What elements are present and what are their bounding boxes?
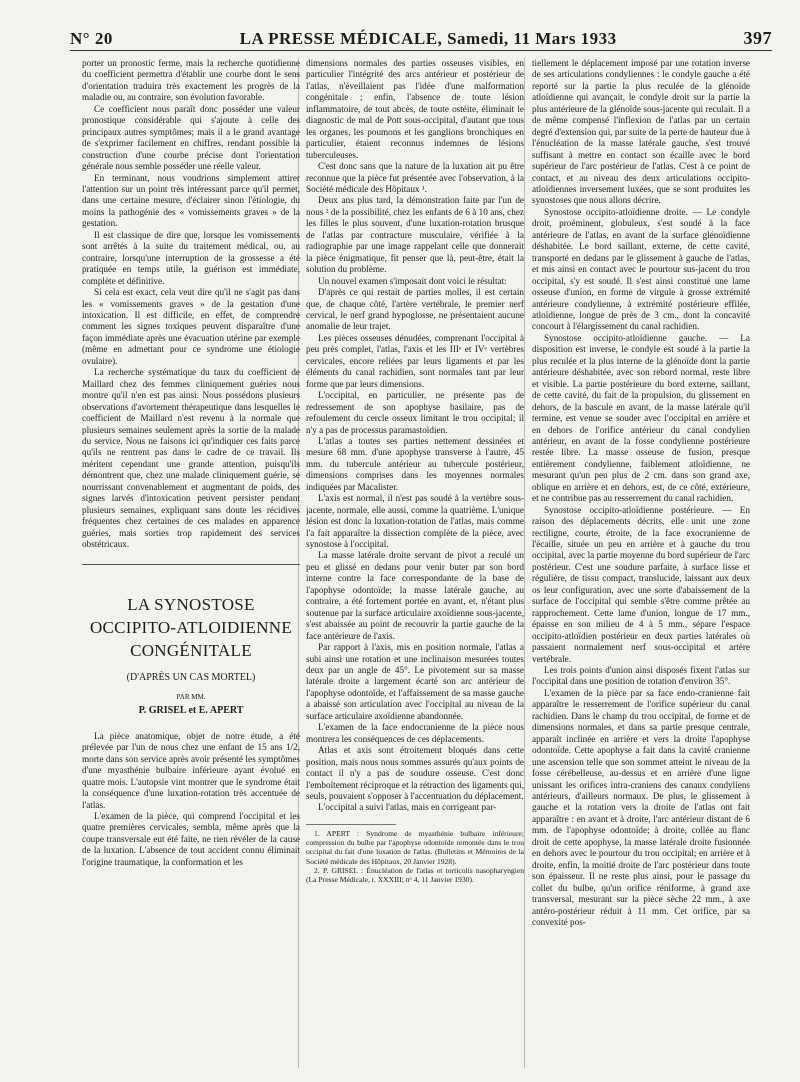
article-authors: P. GRISEL et E. APERT: [138, 705, 244, 717]
column-3: [532, 58, 750, 1068]
paragraph: Un nouvel examen s'imposait dont voici le résultat:: [318, 275, 507, 286]
paragraph: L'examen de la pièce, qui comprend l'occipital et les quatre premières cervicales, sembla, même après que la coupe transversale eut été faite, ne rien révéler de la cause de la luxation. L'absence de tout accident connu éliminait l'origine traumatique, la conformation et les: [82, 811, 300, 867]
paragraph: L'occipital a suivi l'atlas, mais en corrigeant par-: [318, 802, 497, 813]
paragraph: Les pièces osseuses dénudées, comprenant l'occipital à peu près complet, l'atlas, l'axis et les IIIᵉ et IVᵉ vertèbres cervicales, encore reliées par leurs ligaments et par les éléments du canal rachidien, sont normales tant par leur forme que par leurs dimensions.: [306, 332, 524, 389]
section-divider: [82, 564, 300, 565]
column-2: [306, 58, 524, 1068]
paragraph: En terminant, nous voudrions simplement attirer l'attention sur un point très intéressant parce qu'il permet, dans une certaine mesure, d'éclairer sinon l'étiologie, du moins la pathogénie des « vomissements graves » de la gestation.: [82, 172, 300, 229]
paragraph: D'après ce qui restait de parties molles, il est certain que, de chaque côté, l'artère vertébrale, le premier nerf cervical, le nerf grand hypoglosse, ne présentaient aucune anomalie de leur trajet.: [306, 287, 524, 332]
paragraph: Par rapport à l'axis, mis en position normale, l'atlas a subi ainsi une rotation et une inclinaison mesurées toutes deux par un angle de 45°. Le pivotement sur sa masse latérale droite a largement écarté son arc antérieur de l'apophyse odontoïde, et l'affaissement de sa masse gauche a abaissé son articulation avec l'occipital au niveau de la surface articulaire axoïdienne abandonnée.: [306, 642, 524, 721]
paragraph: Les trois points d'union ainsi disposés fixent l'atlas sur l'occipital dans une position de rotation d'environ 35°.: [532, 665, 750, 687]
paragraph: tiellement le déplacement imposé par une rotation inverse de ses articulations condyliennes : le condyle gauche a été reporté sur la partie la plus reculée de la glénoïde atloïdienne qui avançait, le condyle droit sur la partie la plus antérieure de la glénoïde sous-jacente qui reculait. Il a de même compensé l'inflexion de l'atlas par un certain degré d'extension qui, par suite de la perte de hauteur due à l'énucléation de la masse latérale gauche, s'est trouvé suffisant à mettre en contact son écaille avec le bord supérieur de l'arc postérieur de l'atlas. C'est à ce point de contact, et au niveau des deux articulations occipito-atloïdiennes inversement luxées, que se sont produites les synostoses que nous allons décrire.: [532, 58, 750, 206]
footnote-rule: [306, 824, 396, 825]
paragraph: Si cela est exact, cela veut dire qu'il ne s'agit pas dans les « vomissements graves » de la gestation d'une intoxication. Il est difficile, en effet, de comprendre comment les signes toxiques peuvent disparaître d'une façon immédiate après une évacuation utérine par exemple (même en admettant pour ce syndrome une étiologie ovulaire).: [82, 287, 300, 366]
column-1: [82, 58, 300, 1068]
paragraph: L'atlas a toutes ses parties nettement dessinées et mesure 68 mm. d'une apophyse transverse à l'autre, 45 mm. du tubercule antérieur au tubercule postérieur, dimensions comprises dans les moyennes normales indiquées par Macalister.: [306, 435, 524, 492]
byline-prefix: PAR MM.: [176, 692, 206, 701]
paragraph: C'est donc sans que la nature de la luxation ait pu être reconnue que la pièce fut présentée avec l'observation, à la Société médicale des Hôpitaux ¹.: [306, 161, 524, 194]
paragraph: La pièce anatomique, objet de notre étude, a été prélevée par l'un de nous chez une enfant de 15 ans 1/2, morte dans son service après avoir présenté les symptômes d'une myasthénie bulbaire inférieure ayant évolué en quatre mois. L'autopsie vint montrer que le syndrome était la conséquence d'une luxation-rotation très accentuée de l'atlas.: [82, 730, 300, 810]
paragraph: Synostose occipito-atloïdienne postérieure. — En raison des déplacements décrits, elle unit une zone rectiligne, courte, étroite, de la face exocranienne de l'écaille, située un peu en arrière et à gauche du trou occipital, avec la partie moyenne du bord supérieur de l'arc postérieur. C'est une soudure parfaite, à surface lisse et régulière, de tissu compact, translucide, laissant aux deux os leur configuration, avec une sorte d'abaissement de la surface de l'occipital qui semble s'être comme prêtée au rapprochement. Cette lame d'union, longue de 17 mm., épaisse en son milieu de 4 à 5 mm., sépare l'espace occipito-atloïdien postérieur en deux parties latérales où passaient normalement nerf sous-occipital et artère vertébrale.: [532, 504, 750, 664]
paragraph: L'examen de la pièce par sa face endo-cranienne fait apparaître le resserrement de l'orifice supérieur du canal rachidien. Dans le champ du trou occipital, de forme et de dimensions normales, et dans sa partie presque centrale, apparaît inclinée en arrière et vers la droite l'apophyse odontoïde. Cette apophyse a fait dans la cavité cranienne une ascension telle que son sommet atteint le niveau de la fosse cérébelleuse, au-dessus et en arrière d'une ligne unissant les orifices intra-craniens des canaux condyliens antérieurs, d'ailleurs normaux. De plus, le glissement à gauche et la rotation vers la droite de l'atlas ont fait apparaître : en avant et à droite, l'arc antérieur distant de 6 mm. de l'apophyse odontoïde; à droite, collée au flanc droit de cette apophyse, la masse latérale droite fusionnée en dehors avec le pourtour du trou occipital; en arrière et à droite, enfin, la moitié droite de l'arc postérieur dans toute son épaisseur. Il ne reste plus ainsi, pour le passage du collet du bulbe, qu'un orifice réniforme, à grand axe transversal, mesurant sur la pièce sèche 22 mm., à axe antéro-postérieur réduit à 11 mm. Cet orifice, par sa convexité pos-: [532, 687, 750, 927]
paragraph: La recherche systématique du taux du coefficient de Maillard chez des femmes cliniquement guéries nous montre qu'il n'en est pas ainsi. Nous possédons plusieurs observations d'avortement thérapeutique dans lesquelles le coefficient de Maillard n'est revenu à la normale que plusieurs semaines seulement après la sortie de la malade du service. Nous ne faisons ici qu'indiquer ces faits parce qu'ils ne rentrent pas dans le cadre de ce travail. Ils méritent cependant une grande attention, puisqu'ils démontrent que, chez une malade cliniquement guérie, se nourrissant convenablement et augmentant de poids, des signes larvés d'intoxication peuvent persister pendant plusieurs semaines, expliquant sans doute les récidives fréquentes chez certaines de ces malades en apparence guéries, mais sorties trop rapidement des services obstétricaux.: [82, 367, 300, 550]
paragraph: dimensions normales des parties osseuses visibles, en particulier l'intégrité des arcs antérieur et postérieur de l'atlas, n'éveillaient pas l'idée d'une malformation congénitale ; enfin, l'absence de toute lésion inflammatoire, de tout abcès, de toute ostéite, éliminait le diagnostic de mal de Pott sous-occipital, d'autant que tous les organes, les poumons et les ganglions bronchiques en particulier, étaient reconnus indemnes de lésions tuberculeuses.: [306, 58, 524, 160]
issue-number: N° 20: [70, 29, 113, 48]
article-title-line: LA SYNOSTOSE: [127, 595, 255, 615]
running-header: [70, 28, 772, 50]
paragraph: Synostose occipito-atloïdienne droite. — Le condyle droit, proéminent, globuleux, s'est soudé à la face antérieure de l'atlas, en avant de la surface glénoïdienne déshabitée. Le bord saillant, externe, de cette cavité, transporté en dedans par le glissement à gauche de l'atlas, et mis ainsi en contact avec le pourtour sus-jacent du trou occipital, s'y est soudé. Il s'est ainsi constitué une lame osseuse d'union, en forme de virgule à grosse extrémité antérieure condylienne, à extrémité postérieure effilée, atloïdienne, longue de près de 3 cm., dont la concavité concourt à l'élargissement du canal rachidien.: [532, 206, 750, 332]
paragraph: La masse latérale droite servant de pivot a reculé un peu et glissé en dedans pour venir buter par son bord interne contre la face correspondante de la base de l'apophyse odontoïde; la masse latérale gauche, au contraire, a été fortement portée en avant, et, n'étant plus soutenue par la surface articulaire axoïdienne sous-jacente, s'est abaissée au point de recouvrir la partie gauche de la face antérieure de l'axis.: [306, 550, 524, 641]
column-divider: [524, 58, 525, 1068]
paragraph: Synostose occipito-atloïdienne gauche. — La disposition est inverse, le condyle est soudé à la partie la plus reculée et la plus interne de la glénoïde dont la partie antérieure déshabitée, avec son rebord normal, reste libre et visible. La partie postérieure du bord externe, saillant, de cette cavité, du fait de la propulsion, du glissement en dehors, de la bascule en avant, de la masse latérale qu'il termine, est venue se souder avec l'occipital en arrière et en dehors de l'orifice antérieur du canal condylien antérieur, en avant de la fosse condylienne postérieure restée libre. La masse osseuse de fusion, presque entièrement condylienne, faiblement atloïdienne, ne mesurant qu'un peu plus de 2 cm. dans son grand axe, oblique en arrière et en dehors, est, de ce côté, extérieure, et ne contribue pas au resserrement du canal rachidien.: [532, 332, 750, 504]
paragraph: Ce coefficient nous paraît donc posséder une valeur pronostique considérable qui s'ajoute à celle des principaux autres symptômes; mais il a le grand avantage de s'exprimer facilement en chiffres, rendant possible la construction d'une courbe précise dont l'orientation générale nous semble posséder une réelle valeur.: [82, 103, 300, 172]
footnote: 1. APERT : Syndrome de myasthénie bulbaire inférieure; compression du bulbe par l'apophyse odontoïde remontée dans le trou occipital du fait d'une luxation de l'atlas. (Bulletins et Mémoires de la Société médicale des Hôpitaux, 20 Janvier 1928).: [306, 828, 524, 866]
article-title: [82, 593, 300, 662]
paragraph: porter un pronostic ferme, mais la recherche quotidienne du coefficient permettra d'établir une courbe dont le sens d'orientation traduira très exactement les progrès de la maladie ou, au contraire, son évolution favorable.: [82, 58, 300, 103]
paragraph: Il est classique de dire que, lorsque les vomissements sont arrêtés à la suite du traitement médical, ou, au contraire, lorsqu'une interruption de la grossesse a été pratiquée en temps utile, la guérison est immédiate, complète et définitive.: [82, 229, 300, 286]
header-rule: [70, 50, 772, 51]
page-number: 397: [743, 28, 772, 48]
paragraph: Atlas et axis sont étroitement bloqués dans cette position, mais nous nous sommes assurés qu'aux points de contact il n'y a pas de soudure osseuse. C'est donc l'emboîtement réciproque et la rétraction des ligaments qui, seuls, pouvaient s'opposer à l'accentuation du déplacement.: [306, 745, 524, 801]
paragraph: L'occipital, en particulier, ne présente pas de redressement de son apophyse basilaire, pas de refoulement du cercle osseux limitant le trou occipital; il n'y a pas de processus paramastoïdien.: [306, 390, 524, 435]
paragraph: L'axis est normal, il n'est pas soudé à la vertèbre sous-jacente, normale, elle aussi, comme la quatrième. L'unique lésion est donc la luxation-rotation de l'atlas, mais comme l'a fait apparaître la dissection complète de la pièce, avec synostose à l'occipital.: [306, 493, 524, 550]
article-subtitle: (D'APRÈS UN CAS MORTEL): [126, 672, 256, 684]
paragraph: Deux ans plus tard, la démonstration faite par l'un de nous ² de la possibilité, chez les enfants de 6 à 10 ans, chez les filles le plus souvent, d'une luxation-rotation brusque de l'atlas par contracture musculaire, vérifiée à la radiographie par une image rappelant celle que donnerait la pièce énigmatique, fit penser que là, peut-être, était la solution du problème.: [306, 195, 524, 275]
paragraph: L'examen de la face endocranienne de la pièce nous montrera les conséquences de ces déplacements.: [306, 722, 524, 744]
article-title-line: OCCIPITO-ATLOIDIENNE: [89, 618, 293, 638]
article-title-line: CONGÉNITALE: [130, 641, 252, 661]
footnote: 2. P. GRISEL : Énucléation de l'atlas et torticolis nasopharyngien (La Presse Médicale, t. XXXIII; nᵒ 4, 11 Janvier 1930).: [306, 865, 524, 884]
journal-title: LA PRESSE MÉDICALE, Samedi, 11 Mars 1933: [239, 29, 617, 48]
